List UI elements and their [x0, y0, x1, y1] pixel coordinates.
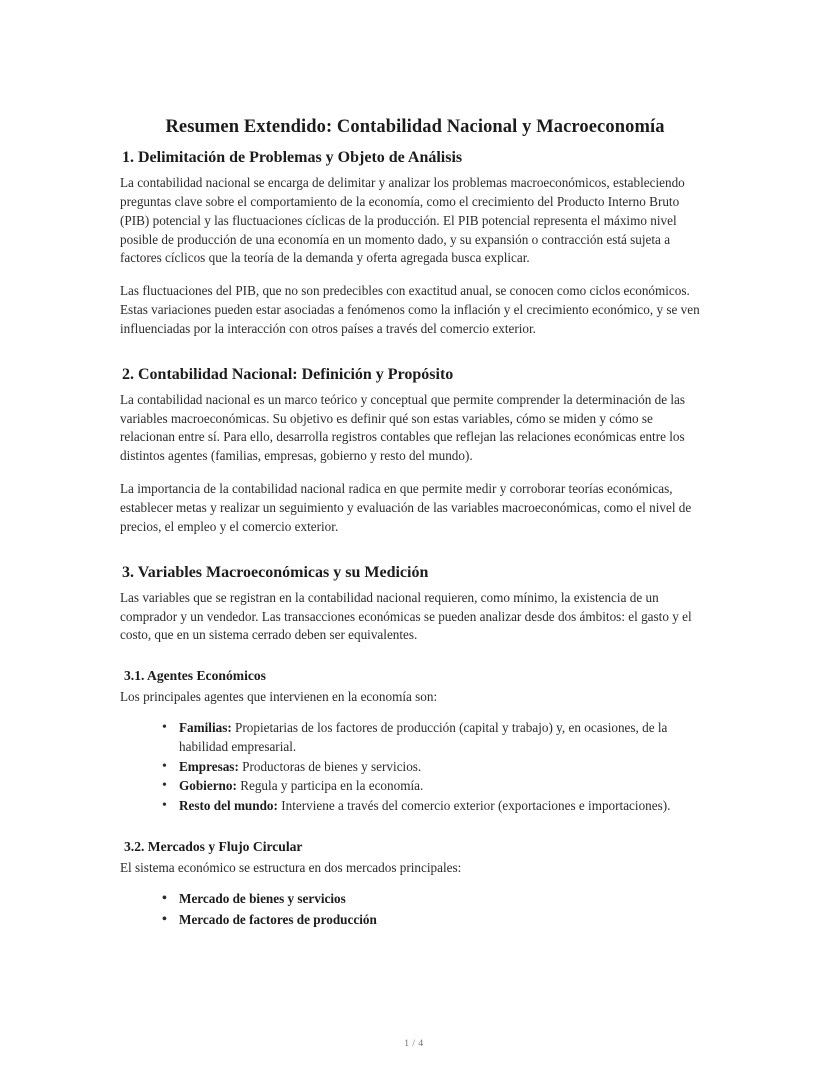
section-2-paragraph-1: La contabilidad nacional es un marco teórico y conceptual que permite comprender la determinación de las variables macroeconómicas. Su objetivo es definir qué son estas variables, cómo se miden y cómo se relacionan entre sí. Para ello, desarrolla registros contables que reflejan las relaciones económicas entre los distintos agentes (familias, empresas, gobierno y resto del mundo).	[120, 391, 685, 464]
section-3-paragraph-1: Las variables que se registran en la contabilidad nacional requieren, como mínimo, la existencia de un comprador y un vendedor. Las transacciones económicas se pueden analizar desde dos ámbitos: el gasto y el costo, que en un sistema cerrado deben ser equivalentes.	[120, 589, 692, 643]
list-item	[162, 797, 710, 816]
list-item-lead: Resto del mundo:	[179, 798, 278, 814]
list-item-text: Interviene a través del comercio exterior (exportaciones e importaciones).	[277, 798, 671, 814]
section-1-paragraph-1: La contabilidad nacional se encarga de delimitar y analizar los problemas macroeconómicos, estableciendo preguntas clave sobre el comportamiento de la economía, como el crecimiento del Producto Interno Bruto (PIB) potencial y las fluctuaciones cíclicas de la producción. El PIB potencial representa el máximo nivel posible de producción de una economía en un momento dado, y su expansión o contracción está sujeta a factores cíclicos que la teoría de la demanda y oferta agregada busca explicar.	[120, 174, 685, 266]
list-item-text: Regula y participa en la economía.	[236, 778, 424, 794]
list-item-lead: Empresas:	[179, 758, 239, 774]
document-body	[120, 116, 710, 943]
document-title: Resumen Extendido: Contabilidad Nacional y Macroeconomía	[165, 117, 665, 137]
section-heading-2: 2. Contabilidad Nacional: Definición y Propósito	[122, 365, 454, 383]
section-1-paragraph-2: Las fluctuaciones del PIB, que no son predecibles con exactitud anual, se conocen como ciclos económicos. Estas variaciones pueden estar asociadas a fenómenos como la inflación y el crecimiento económico, y se ven influenciadas por la interacción con otros países a través del comercio exterior.	[120, 283, 700, 337]
subsection-3-2-intro: El sistema económico se estructura en dos mercados principales:	[120, 859, 462, 875]
subsection-heading-3-2: 3.2. Mercados y Flujo Circular	[124, 839, 303, 855]
list-item-text: Propietarias de los factores de producción (capital y trabajo) y, en ocasiones, de la habilidad empresarial.	[179, 719, 668, 754]
list-item: • Mercado de bienes y servicios	[162, 890, 710, 909]
section-2-paragraph-2: La importancia de la contabilidad nacional radica en que permite medir y corroborar teorías económicas, establecer metas y realizar un seguimiento y evaluación de las variables macroeconómicas, como el nivel de precios, el empleo y el comercio exterior.	[120, 481, 692, 534]
section-heading-3: 3. Variables Macroeconómicas y su Medición	[122, 563, 429, 581]
list-item	[162, 758, 710, 777]
agentes-economicos-list	[120, 719, 710, 816]
subsection-3-1-intro: Los principales agentes que intervienen en la economía son:	[120, 688, 438, 704]
list-item-lead: Gobierno:	[179, 778, 237, 794]
page-number-footer: 1 / 4	[404, 1039, 424, 1049]
section-heading-1: 1. Delimitación de Problemas y Objeto de Análisis	[122, 149, 463, 167]
list-item: • Mercado de factores de producción	[162, 911, 710, 930]
list-item-text: Productoras de bienes y servicios.	[238, 758, 422, 774]
list-item	[162, 777, 710, 796]
mercados-list	[120, 890, 710, 930]
list-item-lead: Familias:	[179, 719, 232, 735]
list-item	[162, 719, 710, 757]
subsection-heading-3-1: 3.1. Agentes Económicos	[124, 668, 266, 684]
